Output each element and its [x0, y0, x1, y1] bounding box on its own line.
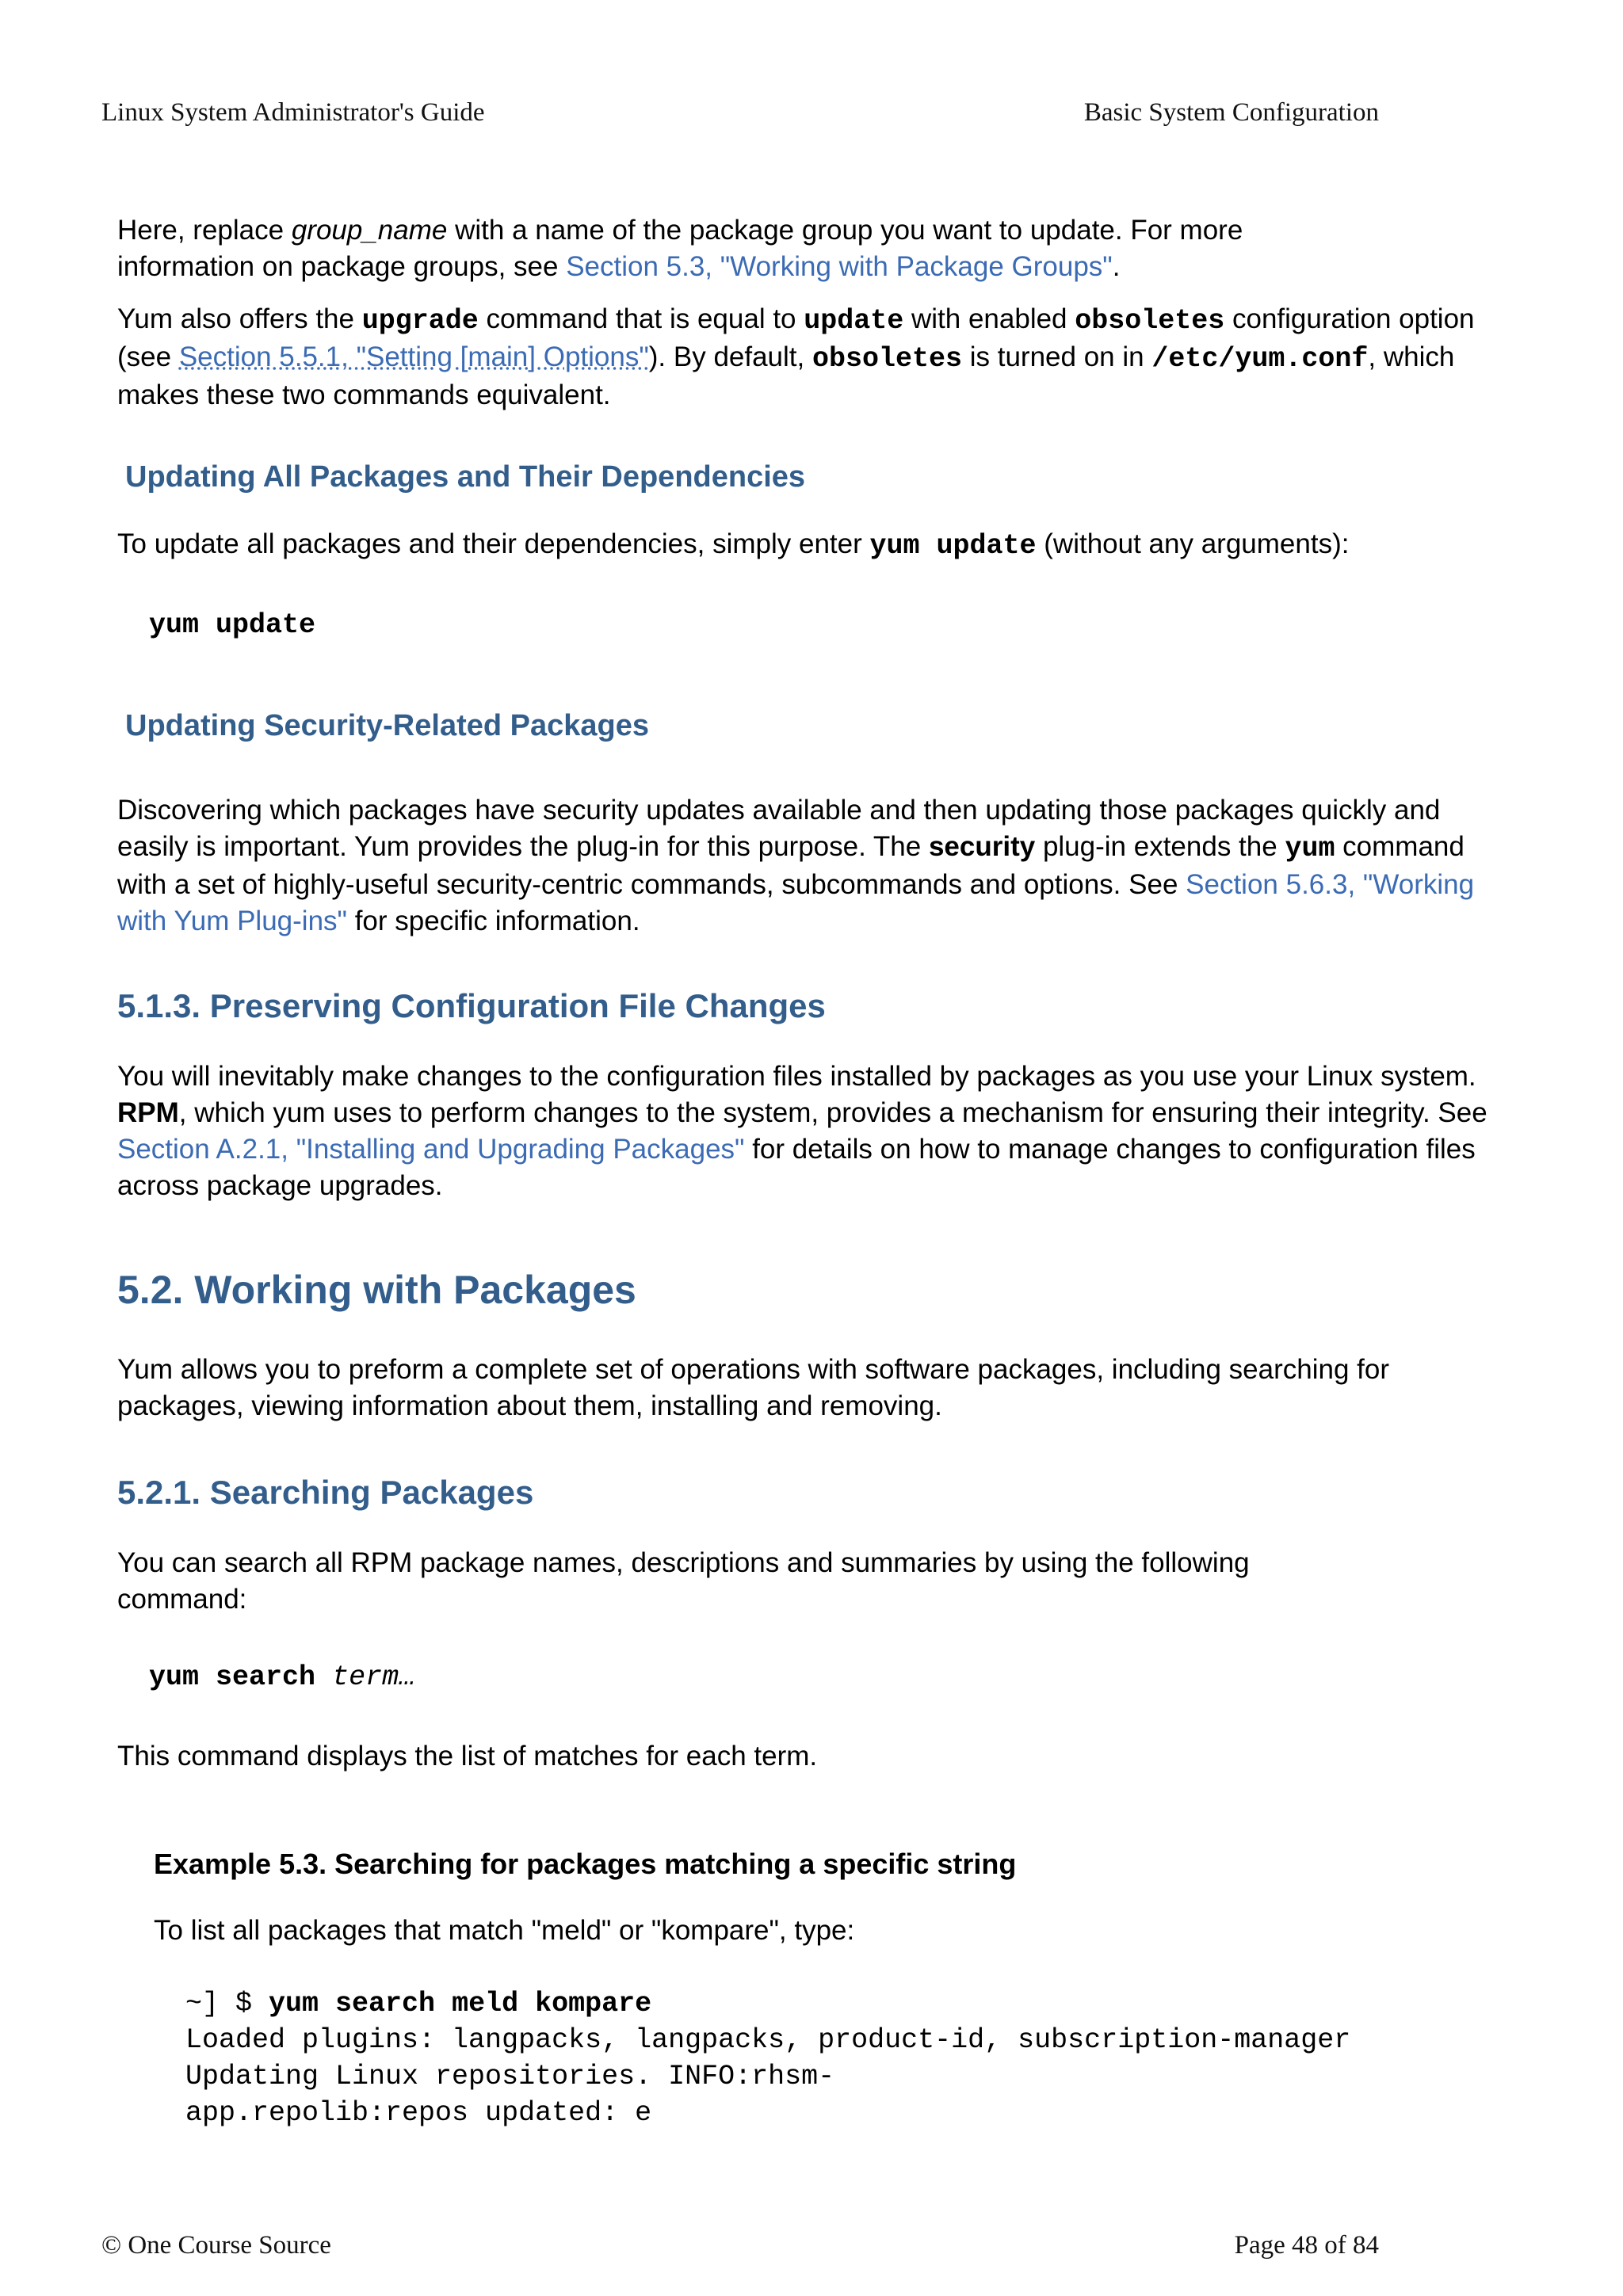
link-section-5-6-3[interactable]: Section 5.6.3, "Working with Yum Plug-ins"	[117, 869, 1475, 936]
paragraph-upgrade-command	[117, 301, 1496, 414]
example-title: Example 5.3. Searching for packages matching a specific string	[154, 1848, 1017, 1880]
text: , which makes these two commands equivalent.	[117, 341, 1455, 410]
text: ). By default,	[648, 341, 812, 372]
text: with a name of the package group you want to update. For more information on package groups, see	[117, 215, 1243, 282]
example-code-block	[154, 1985, 1496, 2131]
heading-5-2-1: 5.2.1. Searching Packages	[117, 1474, 534, 1511]
text: is turned on in	[962, 341, 1152, 372]
code-yum-conf: /etc/yum.conf	[1151, 343, 1369, 375]
code-upgrade: upgrade	[361, 305, 479, 337]
text: Yum also offers the	[117, 303, 362, 334]
paragraph-search-intro: You can search all RPM package names, descriptions and summaries by using the following command:	[117, 1547, 1250, 1615]
text: Here, replace	[117, 215, 292, 246]
text: plug-in extends the	[1035, 831, 1285, 862]
text: , which yum uses to perform changes to the system, provides a mechanism for ensuring their integrity. See	[178, 1097, 1487, 1128]
term-rpm: RPM	[117, 1097, 179, 1128]
heading-5-2: 5.2. Working with Packages	[117, 1268, 636, 1312]
code-yum-search-meld-kompare: yum search meld kompare	[269, 1988, 652, 2019]
footer-page-number: Page 48 of 84	[1234, 2231, 1379, 2260]
text: for specific information.	[346, 906, 640, 936]
heading-security-packages: Updating Security-Related Packages	[125, 709, 649, 742]
text: command with a set of highly-useful security-centric commands, subcommands and options. See	[117, 831, 1465, 900]
code-yum: yum	[1285, 833, 1335, 864]
link-section-a-2-1[interactable]: Section A.2.1, "Installing and Upgrading Packages"	[117, 1134, 745, 1165]
page-content	[117, 212, 1496, 2131]
text: To update all packages and their dependencies, simply enter	[117, 528, 870, 559]
link-section-5-5-1[interactable]: Section 5.5.1, "Setting [main] Options"	[178, 341, 649, 372]
output-line-1: Loaded plugins: langpacks, langpacks, product-id, subscription-manager	[185, 2024, 1351, 2056]
paragraph-update-all	[117, 526, 1496, 564]
footer-copyright: © One Course Source	[101, 2231, 331, 2260]
example-intro: To list all packages that match "meld" or "kompare", type:	[154, 1915, 855, 1946]
text: (without any arguments):	[1036, 528, 1350, 559]
text: You will inevitably make changes to the configuration files installed by packages as you use your Linux system.	[117, 1061, 1476, 1092]
code-term-arg: term…	[332, 1661, 416, 1693]
placeholder-group-name: group_name	[291, 215, 448, 246]
code-yum-update: yum update	[869, 530, 1037, 562]
paragraph-group-update	[117, 212, 1322, 285]
heading-5-1-3: 5.1.3. Preserving Configuration File Changes	[117, 987, 826, 1024]
code-obsoletes: obsoletes	[812, 343, 963, 375]
header-doc-title: Linux System Administrator's Guide	[101, 98, 485, 127]
code-obsoletes: obsoletes	[1075, 305, 1225, 337]
term-security: security	[928, 831, 1036, 862]
shell-prompt: ~] $	[185, 1988, 269, 2019]
text: .	[1112, 251, 1121, 282]
text: configuration option (see	[117, 303, 1475, 372]
paragraph-working-with-packages: Yum allows you to preform a complete set of operations with software packages, including searching for packages, viewing information about them, installing and removing.	[117, 1354, 1389, 1421]
code-block-yum-search	[117, 1659, 1496, 1695]
output-line-3: app.repolib:repos updated: e	[185, 2097, 652, 2129]
heading-updating-all-packages: Updating All Packages and Their Dependencies	[125, 460, 806, 494]
example-5-3	[117, 1846, 1496, 2131]
code-update: update	[804, 305, 904, 337]
code-yum-search: yum search	[149, 1661, 316, 1693]
header-chapter-title: Basic System Configuration	[1083, 98, 1379, 127]
paragraph-search-result: This command displays the list of matches for each term.	[117, 1741, 818, 1772]
code-block-yum-update: yum update	[149, 609, 316, 641]
text: Discovering which packages have security updates available and then updating those packages quickly and easily is important. Yum provides the plug-in for this purpose. The	[117, 795, 1441, 862]
text: with enabled	[903, 303, 1075, 334]
text: command that is equal to	[478, 303, 804, 334]
output-line-2: Updating Linux repositories. INFO:rhsm-	[185, 2061, 835, 2092]
text: for details on how to manage changes to configuration files across package upgrades.	[117, 1134, 1476, 1201]
link-section-5-3[interactable]: Section 5.3, "Working with Package Groups"	[566, 251, 1113, 282]
paragraph-config-changes	[117, 1058, 1496, 1204]
paragraph-security	[117, 792, 1496, 940]
